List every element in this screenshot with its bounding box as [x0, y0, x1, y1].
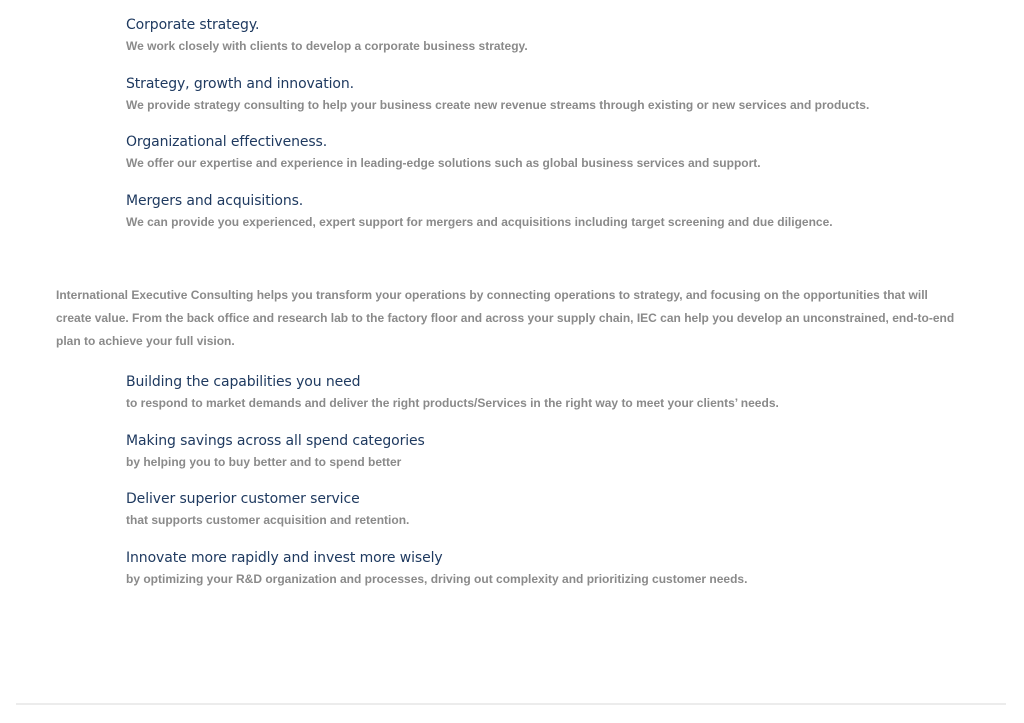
capability-title: Building the capabilities you need	[126, 374, 361, 390]
service-item-mergers-acquisitions	[126, 192, 1006, 230]
service-title: Organizational effectiveness.	[126, 134, 328, 150]
footer-divider	[16, 703, 1006, 705]
capability-item-innovate	[126, 549, 1006, 587]
service-description: We provide strategy consulting to help your business create new revenue streams through existing or new services and products.	[126, 98, 870, 112]
service-item-strategy-growth	[126, 75, 1006, 113]
capability-description: by optimizing your R&D organization and processes, driving out complexity and prioritizing customer needs.	[126, 572, 748, 586]
service-item-corporate-strategy	[126, 16, 1006, 54]
capability-item-customer-service	[126, 490, 1006, 528]
service-description: We offer our expertise and experience in leading-edge solutions such as global business services and support.	[126, 156, 761, 170]
capability-item-savings	[126, 432, 1006, 470]
capability-item-building	[126, 373, 1006, 411]
capability-description: by helping you to buy better and to spend better	[126, 455, 402, 469]
intro-paragraph: International Executive Consulting helps you transform your operations by connecting operations to strategy, and focusing on the opportunities that will create value. From the back office and research lab to the factory floor and across your supply chain, IEC can help you develop an unconstrained, end-to-end plan to achieve your full vision.	[56, 288, 955, 348]
service-item-organizational-effectiveness	[126, 133, 1006, 171]
capability-description: to respond to market demands and deliver the right products/Services in the right way to meet your clients’ needs.	[126, 396, 779, 410]
service-description: We can provide you experienced, expert support for mergers and acquisitions including target screening and due diligence.	[126, 215, 833, 229]
service-title: Mergers and acquisitions.	[126, 193, 304, 209]
capability-title: Deliver superior customer service	[126, 491, 360, 507]
capability-title: Making savings across all spend categories	[126, 433, 425, 449]
service-description: We work closely with clients to develop a corporate business strategy.	[126, 39, 528, 53]
service-title: Strategy, growth and innovation.	[126, 76, 354, 92]
capability-description: that supports customer acquisition and retention.	[126, 513, 410, 527]
capability-title: Innovate more rapidly and invest more wisely	[126, 550, 443, 566]
service-title: Corporate strategy.	[126, 17, 260, 33]
